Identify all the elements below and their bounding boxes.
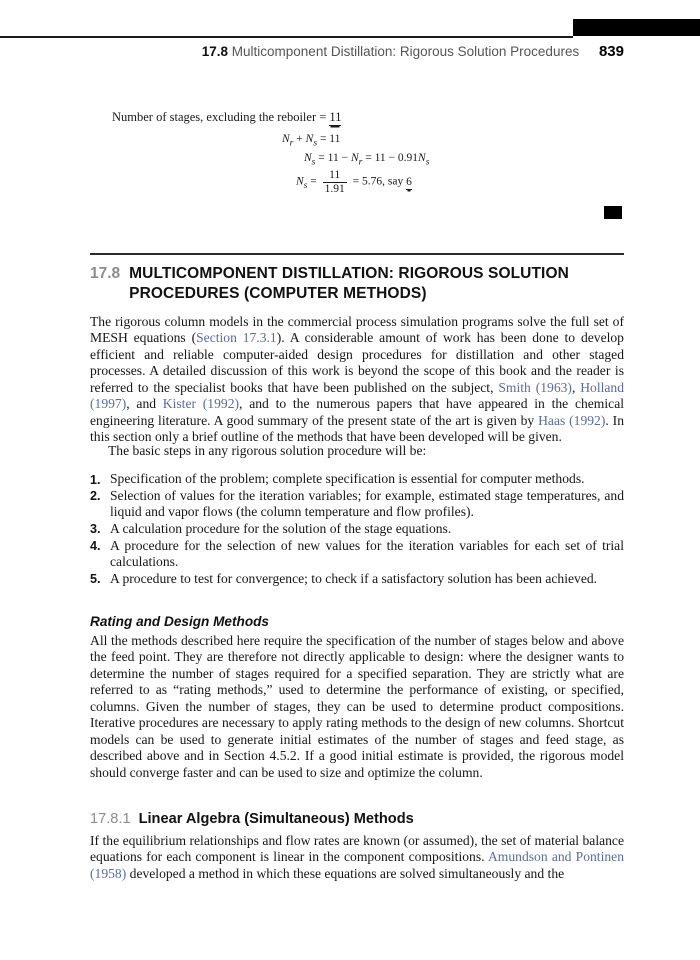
- eq1-var-b: N: [305, 133, 314, 145]
- list-item: [90, 471, 624, 488]
- running-head: [90, 43, 624, 60]
- intro-part3: ,: [571, 379, 581, 395]
- eq1-plus: +: [293, 133, 306, 145]
- list-item-text: A procedure for the selection of new values for the iteration variables for each set of trial calculations.: [110, 537, 624, 570]
- eq2-expr: = 11 −: [315, 152, 351, 165]
- steps-lead-in-text: The basic steps in any rigorous solution procedure will be:: [108, 443, 427, 458]
- equation-3: [282, 169, 624, 195]
- list-item-number: 5.: [90, 572, 101, 587]
- list-item: [90, 571, 624, 588]
- link-section-17-3-1[interactable]: Section 17.3.1: [196, 330, 277, 346]
- link-smith-1963[interactable]: Smith (1963): [498, 379, 572, 395]
- intro-part1: The rigorous column models in the commercial process simulation programs solve the full set of MESH equations (: [90, 314, 624, 346]
- subsection-body-part2: developed a method in which these equations are solved simultaneously and the: [126, 865, 565, 881]
- eq3-answer: 6: [406, 175, 412, 188]
- steps-lead-in: [90, 443, 624, 459]
- list-item-number: 3.: [90, 522, 101, 537]
- link-holland-1997[interactable]: Holland (1997): [90, 379, 625, 412]
- eq2-var: N: [304, 152, 312, 165]
- eq2-sub: s: [311, 156, 316, 168]
- eq3-fraction: [323, 169, 347, 195]
- link-kister-1992[interactable]: Kister (1992): [162, 396, 240, 412]
- eq1-equals: = 11: [317, 133, 341, 145]
- rigorous-steps-list: [90, 471, 624, 588]
- link-haas-1992[interactable]: Haas (1992): [538, 412, 606, 428]
- eq2-sub3: s: [425, 156, 430, 168]
- subsection-body-part1: If the equilibrium relationships and flow rates are known (or assumed), the set of material balance equations for each component is linear in the component compositions.: [90, 833, 624, 865]
- section-rule: [90, 253, 624, 255]
- section-heading-number: 17.8: [90, 265, 121, 282]
- eq2-sub2: r: [358, 156, 363, 168]
- page-number: 839: [598, 43, 624, 60]
- math-block: [90, 110, 624, 195]
- eq2-var3: N: [418, 152, 426, 165]
- equation-2: [282, 150, 624, 169]
- section-heading-title-line2: PROCEDURES (COMPUTER METHODS): [129, 285, 427, 303]
- math-lead-label: Number of stages, excluding the reboiler =: [112, 110, 330, 124]
- intro-paragraph: [90, 314, 624, 446]
- list-item-number: 1.: [90, 472, 101, 487]
- rating-methods-paragraph: [90, 633, 624, 781]
- eq1-sub-a: r: [289, 137, 294, 149]
- list-item-number: 4.: [90, 539, 101, 554]
- intro-part5: , and to the numerous papers that have appeared in the chemical engineering literature. A good summary of the present state of the art is given by: [90, 396, 624, 428]
- subsection-text: [90, 833, 624, 882]
- eq3-var: N: [296, 175, 304, 188]
- list-item: [90, 538, 624, 571]
- eq3-denominator: 1.91: [324, 182, 345, 195]
- page-thumb-tab: [573, 19, 700, 36]
- list-item-text: A procedure to test for convergence; to check if a satisfactory solution has been achieved.: [110, 570, 598, 586]
- header-rule: [0, 36, 573, 38]
- intro-part4: , and: [126, 396, 163, 412]
- eq1-sub-b: s: [313, 137, 318, 149]
- subsection-heading-number: 17.8.1: [90, 811, 131, 827]
- list-item: [90, 488, 624, 521]
- eq3-numerator: 11: [329, 169, 341, 182]
- running-head-section-number: 17.8: [201, 44, 229, 59]
- subsection-paragraph: [90, 833, 624, 882]
- section-heading: [90, 264, 630, 305]
- math-lead-value: 11: [329, 110, 342, 124]
- rating-methods-text: All the methods described here require the specification of the number of stages below and above the feed point. They are therefore not directly applicable to design: where the designer wants to determine the number of stages required for a specified separation. They are strictly what are referred to as “rating methods,” used to determine the performance of existing, or specified, columns. Given the number of stages, they can be used to determine product compositions. Iterative procedures are necessary to apply rating methods to the design of new columns. Shortcut models can be used to generate initial estimates of the number of stages and feed stage, as described above and in Section 4.5.2. If a good initial estimate is provided, the rigorous model should converge faster and can be used to size and optimize the column.: [90, 633, 624, 780]
- eq3-equals: =: [307, 175, 320, 188]
- eq2-expr2: = 11 − 0.91: [362, 152, 419, 165]
- section-heading-title-line1: MULTICOMPONENT DISTILLATION: RIGOROUS SOLUTION: [129, 265, 569, 282]
- link-amundson-pontinen-1958[interactable]: Amundson and Pontinen (1958): [90, 849, 624, 881]
- eq3-sub: s: [303, 180, 308, 192]
- list-item: [90, 521, 624, 538]
- equation-1: [282, 131, 624, 150]
- math-equations: [90, 131, 624, 195]
- rating-methods-heading: Rating and Design Methods: [90, 614, 269, 629]
- list-item-number: 2.: [90, 489, 101, 504]
- list-item-text: Selection of values for the iteration variables; for example, estimated stage temperatures, and liquid and vapor flows (the column temperature and flow profiles).: [110, 487, 624, 520]
- eq2-var2: N: [350, 152, 359, 165]
- intro-part6: . In this section only a brief outline of the methods that have been developed will be given.: [90, 412, 624, 445]
- subsection-heading-title: Linear Algebra (Simultaneous) Methods: [138, 811, 414, 827]
- list-item-text: A calculation procedure for the solution of the stage equations.: [110, 520, 452, 536]
- intro-text: [90, 314, 624, 446]
- list-item-text: Specification of the problem; complete specification is essential for computer methods.: [110, 471, 585, 486]
- section-heading-title: [129, 264, 569, 305]
- eq1-var-a: N: [282, 133, 290, 145]
- end-of-example-marker: [604, 206, 622, 219]
- math-lead-line: [112, 110, 624, 125]
- running-head-title: Multicomponent Distillation: Rigorous Solution Procedures: [231, 44, 580, 59]
- subsection-heading: [90, 811, 624, 827]
- intro-part2: ). A considerable amount of work has been done to develop efficient and reliable computer-aided design procedures for distillation and other staged processes. A detailed discussion of this work is beyond the scope of this book and the reader is referred to the specialist books that have been published on the subject,: [90, 330, 624, 395]
- eq3-result: = 5.76, say: [349, 175, 407, 188]
